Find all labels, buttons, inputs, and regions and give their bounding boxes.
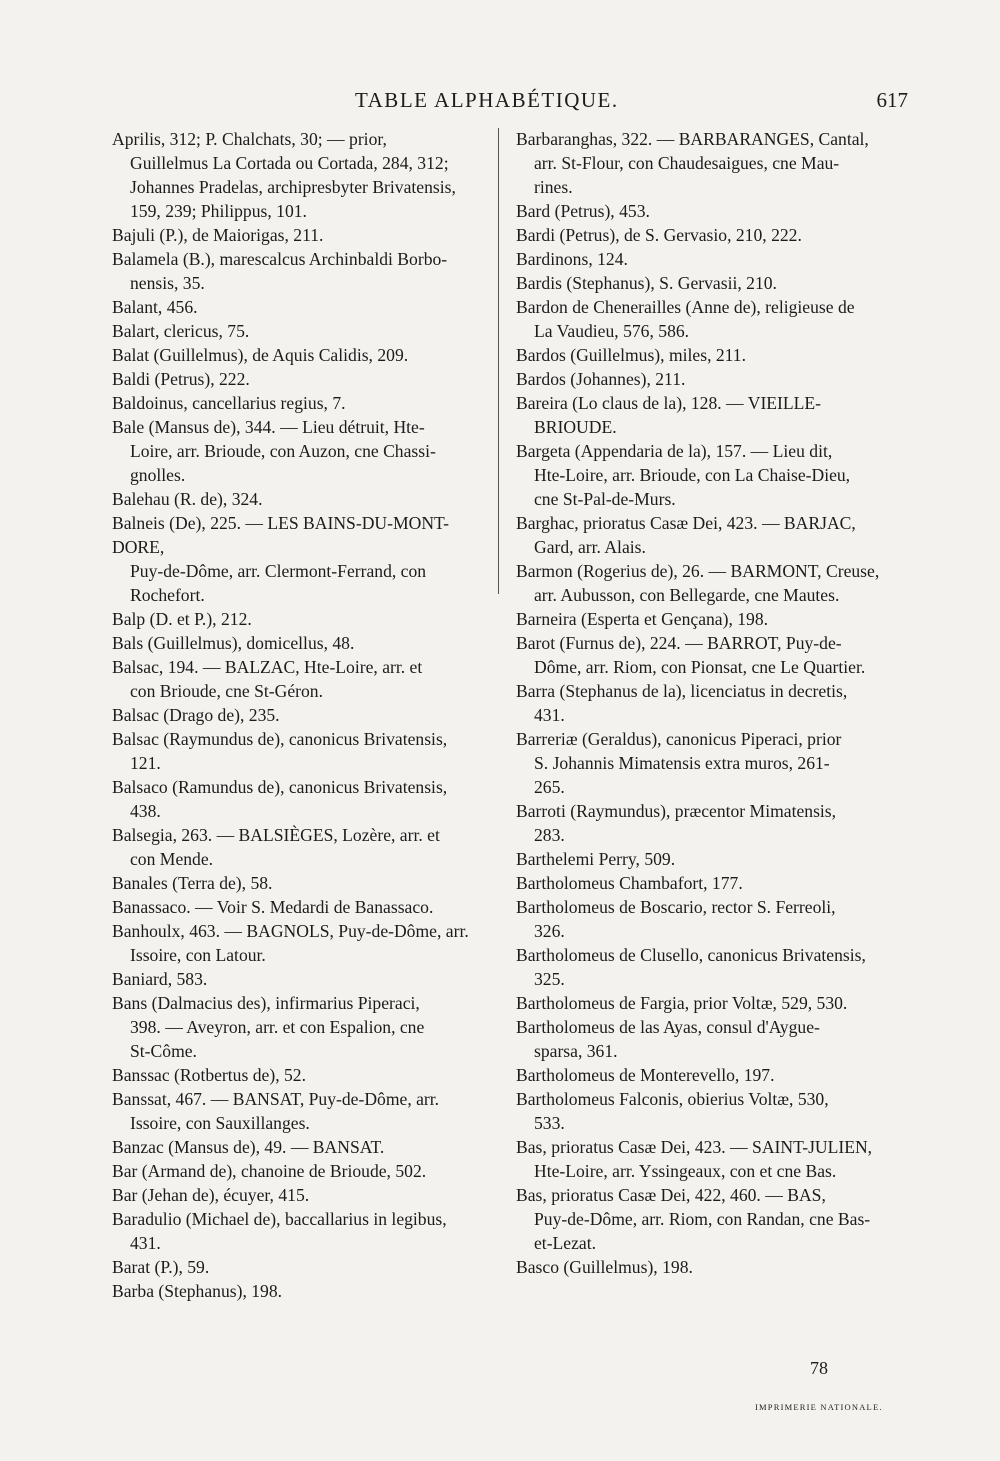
entry-continuation: Issoire, con Sauxillanges.	[130, 1113, 310, 1133]
entry-line: Barthelemi Perry, 509.	[516, 849, 676, 869]
entry-line: Baldoinus, cancellarius regius, 7.	[112, 393, 346, 413]
entry-line: Barreriæ (Geraldus), canonicus Piperaci, prior	[516, 729, 842, 749]
entry-continuation: Issoire, con Latour.	[130, 945, 266, 965]
column-divider	[498, 128, 499, 594]
index-entry	[516, 1087, 905, 1135]
entry-line: Barat (P.), 59.	[112, 1257, 210, 1277]
page-title: TABLE ALPHABÉTIQUE.	[355, 88, 619, 112]
index-entry	[112, 1159, 486, 1183]
entry-line: Balsac, 194. — BALZAC, Hte-Loire, arr. et	[112, 657, 423, 677]
index-entry	[112, 1183, 486, 1207]
index-entry	[516, 727, 905, 799]
entry-continuation: Puy-de-Dôme, arr. Riom, con Randan, cne Bas-	[534, 1209, 871, 1229]
entry-line: Basco (Guillelmus), 198.	[516, 1257, 693, 1277]
index-entry	[516, 391, 905, 439]
entry-continuation: con Brioude, cne St-Géron.	[130, 681, 323, 701]
index-entry	[516, 991, 905, 1015]
entry-line: Barghac, prioratus Casæ Dei, 423. — BARJAC,	[516, 513, 856, 533]
entry-continuation: Loire, arr. Brioude, con Auzon, cne Chassi-	[130, 441, 436, 461]
entry-continuation: 438.	[130, 801, 161, 821]
entry-line: Bartholomeus de las Ayas, consul d'Aygue-	[516, 1017, 820, 1037]
index-entry	[112, 727, 486, 775]
index-entry	[112, 919, 486, 967]
entry-line: Balart, clericus, 75.	[112, 321, 250, 341]
index-entry	[112, 655, 486, 703]
entry-continuation: 325.	[534, 969, 565, 989]
index-entry	[516, 1015, 905, 1063]
entry-continuation: con Mende.	[130, 849, 214, 869]
index-entry	[112, 127, 486, 223]
entry-continuation: cne St-Pal-de-Murs.	[534, 489, 676, 509]
entry-line: Bardinons, 124.	[516, 249, 628, 269]
entry-line: Barneira (Esperta et Gençana), 198.	[516, 609, 769, 629]
index-entry	[112, 487, 486, 511]
index-entry	[516, 439, 905, 511]
entry-continuation: arr. St-Flour, con Chaudesaigues, cne Mau-	[534, 153, 840, 173]
index-entry	[112, 895, 486, 919]
index-entry	[516, 1183, 905, 1255]
entry-line: Barra (Stephanus de la), licenciatus in decretis,	[516, 681, 848, 701]
index-entry	[112, 415, 486, 487]
entry-line: Banssat, 467. — BANSAT, Puy-de-Dôme, arr.	[112, 1089, 440, 1109]
entry-line: Bartholomeus de Clusello, canonicus Brivatensis,	[516, 945, 866, 965]
index-entry	[112, 967, 486, 991]
entry-line: Bardi (Petrus), de S. Gervasio, 210, 222.	[516, 225, 802, 245]
running-head	[0, 88, 1000, 118]
index-entry	[516, 199, 905, 223]
index-entry	[516, 799, 905, 847]
page-number: 617	[876, 88, 908, 112]
entry-line: Balneis (De), 225. — LES BAINS-DU-MONT-DORE,	[112, 513, 450, 557]
index-entry	[516, 343, 905, 367]
entry-line: Bartholomeus de Boscario, rector S. Ferreoli,	[516, 897, 836, 917]
entry-line: Balsegia, 263. — BALSIÈGES, Lozère, arr. et	[112, 825, 440, 845]
entry-continuation: Rochefort.	[130, 585, 205, 605]
index-entry	[516, 1135, 905, 1183]
entry-line: Banzac (Mansus de), 49. — BANSAT.	[112, 1137, 385, 1157]
entry-continuation: 283.	[534, 825, 565, 845]
entry-line: Balsac (Drago de), 235.	[112, 705, 280, 725]
entry-line: Barba (Stephanus), 198.	[112, 1281, 283, 1301]
entry-continuation: et-Lezat.	[534, 1233, 597, 1253]
index-entry	[516, 511, 905, 559]
entry-line: Banhoulx, 463. — BAGNOLS, Puy-de-Dôme, arr.	[112, 921, 469, 941]
entry-line: Barmon (Rogerius de), 26. — BARMONT, Creuse,	[516, 561, 880, 581]
index-entry	[516, 943, 905, 991]
entry-line: Bardos (Guillelmus), miles, 211.	[516, 345, 746, 365]
index-entry	[516, 127, 905, 199]
entry-continuation: Puy-de-Dôme, arr. Clermont-Ferrand, con	[130, 561, 427, 581]
entry-continuation: 431.	[130, 1233, 161, 1253]
entry-line: Balehau (R. de), 324.	[112, 489, 263, 509]
entry-continuation: Guillelmus La Cortada ou Cortada, 284, 312;	[130, 153, 449, 173]
entry-continuation: 326.	[534, 921, 565, 941]
index-entry	[516, 895, 905, 943]
entry-continuation: arr. Aubusson, con Bellegarde, cne Mautes.	[534, 585, 840, 605]
entry-line: Baniard, 583.	[112, 969, 208, 989]
index-entry	[112, 1279, 486, 1303]
entry-line: Bale (Mansus de), 344. — Lieu détruit, Hte-	[112, 417, 425, 437]
entry-line: Bas, prioratus Casæ Dei, 422, 460. — BAS,	[516, 1185, 826, 1205]
entry-line: Banssac (Rotbertus de), 52.	[112, 1065, 306, 1085]
entry-continuation: La Vaudieu, 576, 586.	[534, 321, 690, 341]
left-column	[112, 127, 486, 1303]
entry-continuation: Hte-Loire, arr. Brioude, con La Chaise-Dieu,	[534, 465, 851, 485]
entry-line: Balsac (Raymundus de), canonicus Brivatensis,	[112, 729, 448, 749]
index-entry	[112, 775, 486, 823]
entry-line: Bajuli (P.), de Maiorigas, 211.	[112, 225, 324, 245]
entry-line: Baldi (Petrus), 222.	[112, 369, 250, 389]
entry-continuation: 159, 239; Philippus, 101.	[130, 201, 307, 221]
entry-line: Balant, 456.	[112, 297, 198, 317]
entry-continuation: 431.	[534, 705, 565, 725]
index-entry	[112, 295, 486, 319]
entry-line: Bard (Petrus), 453.	[516, 201, 650, 221]
index-entry	[112, 1063, 486, 1087]
index-entry	[112, 631, 486, 655]
entry-continuation: BRIOUDE.	[534, 417, 617, 437]
signature-mark: 78	[810, 1358, 828, 1378]
printer-imprint: IMPRIMERIE NATIONALE.	[755, 1402, 883, 1412]
index-entry	[516, 223, 905, 247]
entry-continuation: rines.	[534, 177, 573, 197]
entry-line: Bas, prioratus Casæ Dei, 423. — SAINT-JULIEN,	[516, 1137, 873, 1157]
entry-continuation: nensis, 35.	[130, 273, 205, 293]
entry-line: Banales (Terra de), 58.	[112, 873, 273, 893]
entry-continuation: Dôme, arr. Riom, con Pionsat, cne Le Quartier.	[534, 657, 866, 677]
entry-line: Bardos (Johannes), 211.	[516, 369, 686, 389]
index-entry	[112, 871, 486, 895]
index-entry	[516, 679, 905, 727]
entry-continuation: St-Côme.	[130, 1041, 197, 1061]
entry-line: Balsaco (Ramundus de), canonicus Brivatensis,	[112, 777, 448, 797]
entry-line: Bartholomeus Falconis, obierius Voltæ, 530,	[516, 1089, 829, 1109]
index-entry	[516, 295, 905, 343]
entry-continuation: 533.	[534, 1113, 565, 1133]
entry-line: Bar (Armand de), chanoine de Brioude, 502.	[112, 1161, 427, 1181]
entry-line: Barroti (Raymundus), præcentor Mimatensis,	[516, 801, 837, 821]
entry-line: Bardon de Chenerailles (Anne de), religieuse de	[516, 297, 855, 317]
entry-line: Bardis (Stephanus), S. Gervasii, 210.	[516, 273, 777, 293]
entry-line: Baradulio (Michael de), baccallarius in legibus,	[112, 1209, 447, 1229]
index-entry	[112, 1087, 486, 1135]
index-entry	[516, 1255, 905, 1279]
index-entry	[112, 319, 486, 343]
entry-line: Balamela (B.), marescalcus Archinbaldi Borbo-	[112, 249, 448, 269]
index-entry	[112, 823, 486, 871]
entry-line: Barbaranghas, 322. — BARBARANGES, Cantal,	[516, 129, 869, 149]
entry-line: Barot (Furnus de), 224. — BARROT, Puy-de-	[516, 633, 842, 653]
entry-continuation: gnolles.	[130, 465, 186, 485]
entry-line: Banassaco. — Voir S. Medardi de Banassaco.	[112, 897, 434, 917]
entry-line: Balat (Guillelmus), de Aquis Calidis, 209.	[112, 345, 409, 365]
index-entry	[112, 247, 486, 295]
entry-continuation: Johannes Pradelas, archipresbyter Brivatensis,	[130, 177, 456, 197]
index-entry	[112, 991, 486, 1063]
index-entry	[112, 607, 486, 631]
entry-line: Bans (Dalmacius des), infirmarius Piperaci,	[112, 993, 420, 1013]
entry-continuation: 121.	[130, 753, 161, 773]
entry-line: Bareira (Lo claus de la), 128. — VIEILLE-	[516, 393, 822, 413]
entry-line: Bar (Jehan de), écuyer, 415.	[112, 1185, 310, 1205]
right-column	[516, 127, 905, 1279]
index-entry	[516, 559, 905, 607]
index-entry	[112, 1207, 486, 1255]
entry-continuation: Hte-Loire, arr. Yssingeaux, con et cne Bas.	[534, 1161, 837, 1181]
entry-line: Balp (D. et P.), 212.	[112, 609, 252, 629]
entry-line: Bartholomeus Chambafort, 177.	[516, 873, 743, 893]
index-entry	[112, 1135, 486, 1159]
index-entry	[112, 703, 486, 727]
index-entry	[112, 367, 486, 391]
entry-continuation: 398. — Aveyron, arr. et con Espalion, cne	[130, 1017, 425, 1037]
index-entry	[112, 223, 486, 247]
index-entry	[516, 247, 905, 271]
entry-continuation: S. Johannis Mimatensis extra muros, 261-	[534, 753, 830, 773]
index-entry	[112, 391, 486, 415]
entry-line: Bartholomeus de Monterevello, 197.	[516, 1065, 775, 1085]
index-entry	[516, 1063, 905, 1087]
index-entry	[516, 631, 905, 679]
entry-line: Bargeta (Appendaria de la), 157. — Lieu dit,	[516, 441, 833, 461]
index-entry	[516, 367, 905, 391]
index-entry	[516, 847, 905, 871]
index-entry	[112, 1255, 486, 1279]
index-entry	[516, 271, 905, 295]
entry-continuation: Gard, arr. Alais.	[534, 537, 646, 557]
entry-line: Bartholomeus de Fargia, prior Voltæ, 529, 530.	[516, 993, 848, 1013]
index-entry	[516, 607, 905, 631]
index-entry	[516, 871, 905, 895]
entry-line: Bals (Guillelmus), domicellus, 48.	[112, 633, 355, 653]
entry-continuation: 265.	[534, 777, 565, 797]
entry-line: Aprilis, 312; P. Chalchats, 30; — prior,	[112, 129, 387, 149]
index-entry	[112, 511, 486, 607]
entry-continuation: sparsa, 361.	[534, 1041, 618, 1061]
index-entry	[112, 343, 486, 367]
